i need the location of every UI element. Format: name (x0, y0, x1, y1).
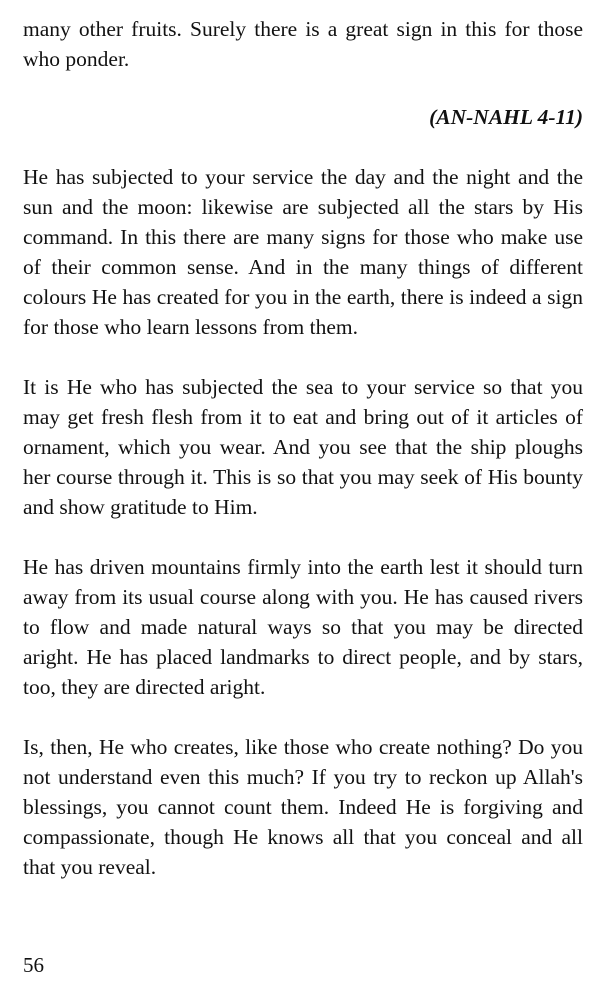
paragraph-sea: It is He who has subjected the sea to your service so that you may get fresh flesh from it to eat and bring out of it articles of ornament, which you wear. And you see that the ship ploughs her course through it. This is so that you may seek of His bounty and show gratitude to Him. (23, 375, 583, 519)
paragraph-continued: many other fruits. Surely there is a great sign in this for those who ponder. (23, 17, 583, 71)
page-number: 56 (23, 953, 44, 977)
paragraph-day-night: He has subjected to your service the day and the night and the sun and the moon: likewise are subjected all the stars by His command. In this there are many signs for those who make use of their common sense. And in the many things of different colours He has created for you in the earth, there is indeed a sign for those who learn lessons from them. (23, 165, 583, 339)
paragraph-creation: Is, then, He who creates, like those who create nothing? Do you not understand even this much? If you try to reckon up Allah's blessings, you cannot count them. Indeed He is forgiving and compassionate, though He knows all that you conceal and all that you reveal. (23, 735, 583, 879)
verse-citation: (AN-NAHL 4-11) (429, 105, 583, 129)
paragraph-mountains: He has driven mountains firmly into the earth lest it should turn away from its usual course along with you. He has caused rivers to flow and made natural ways so that you may be directed aright. He has placed landmarks to direct people, and by stars, too, they are directed aright. (23, 555, 583, 699)
